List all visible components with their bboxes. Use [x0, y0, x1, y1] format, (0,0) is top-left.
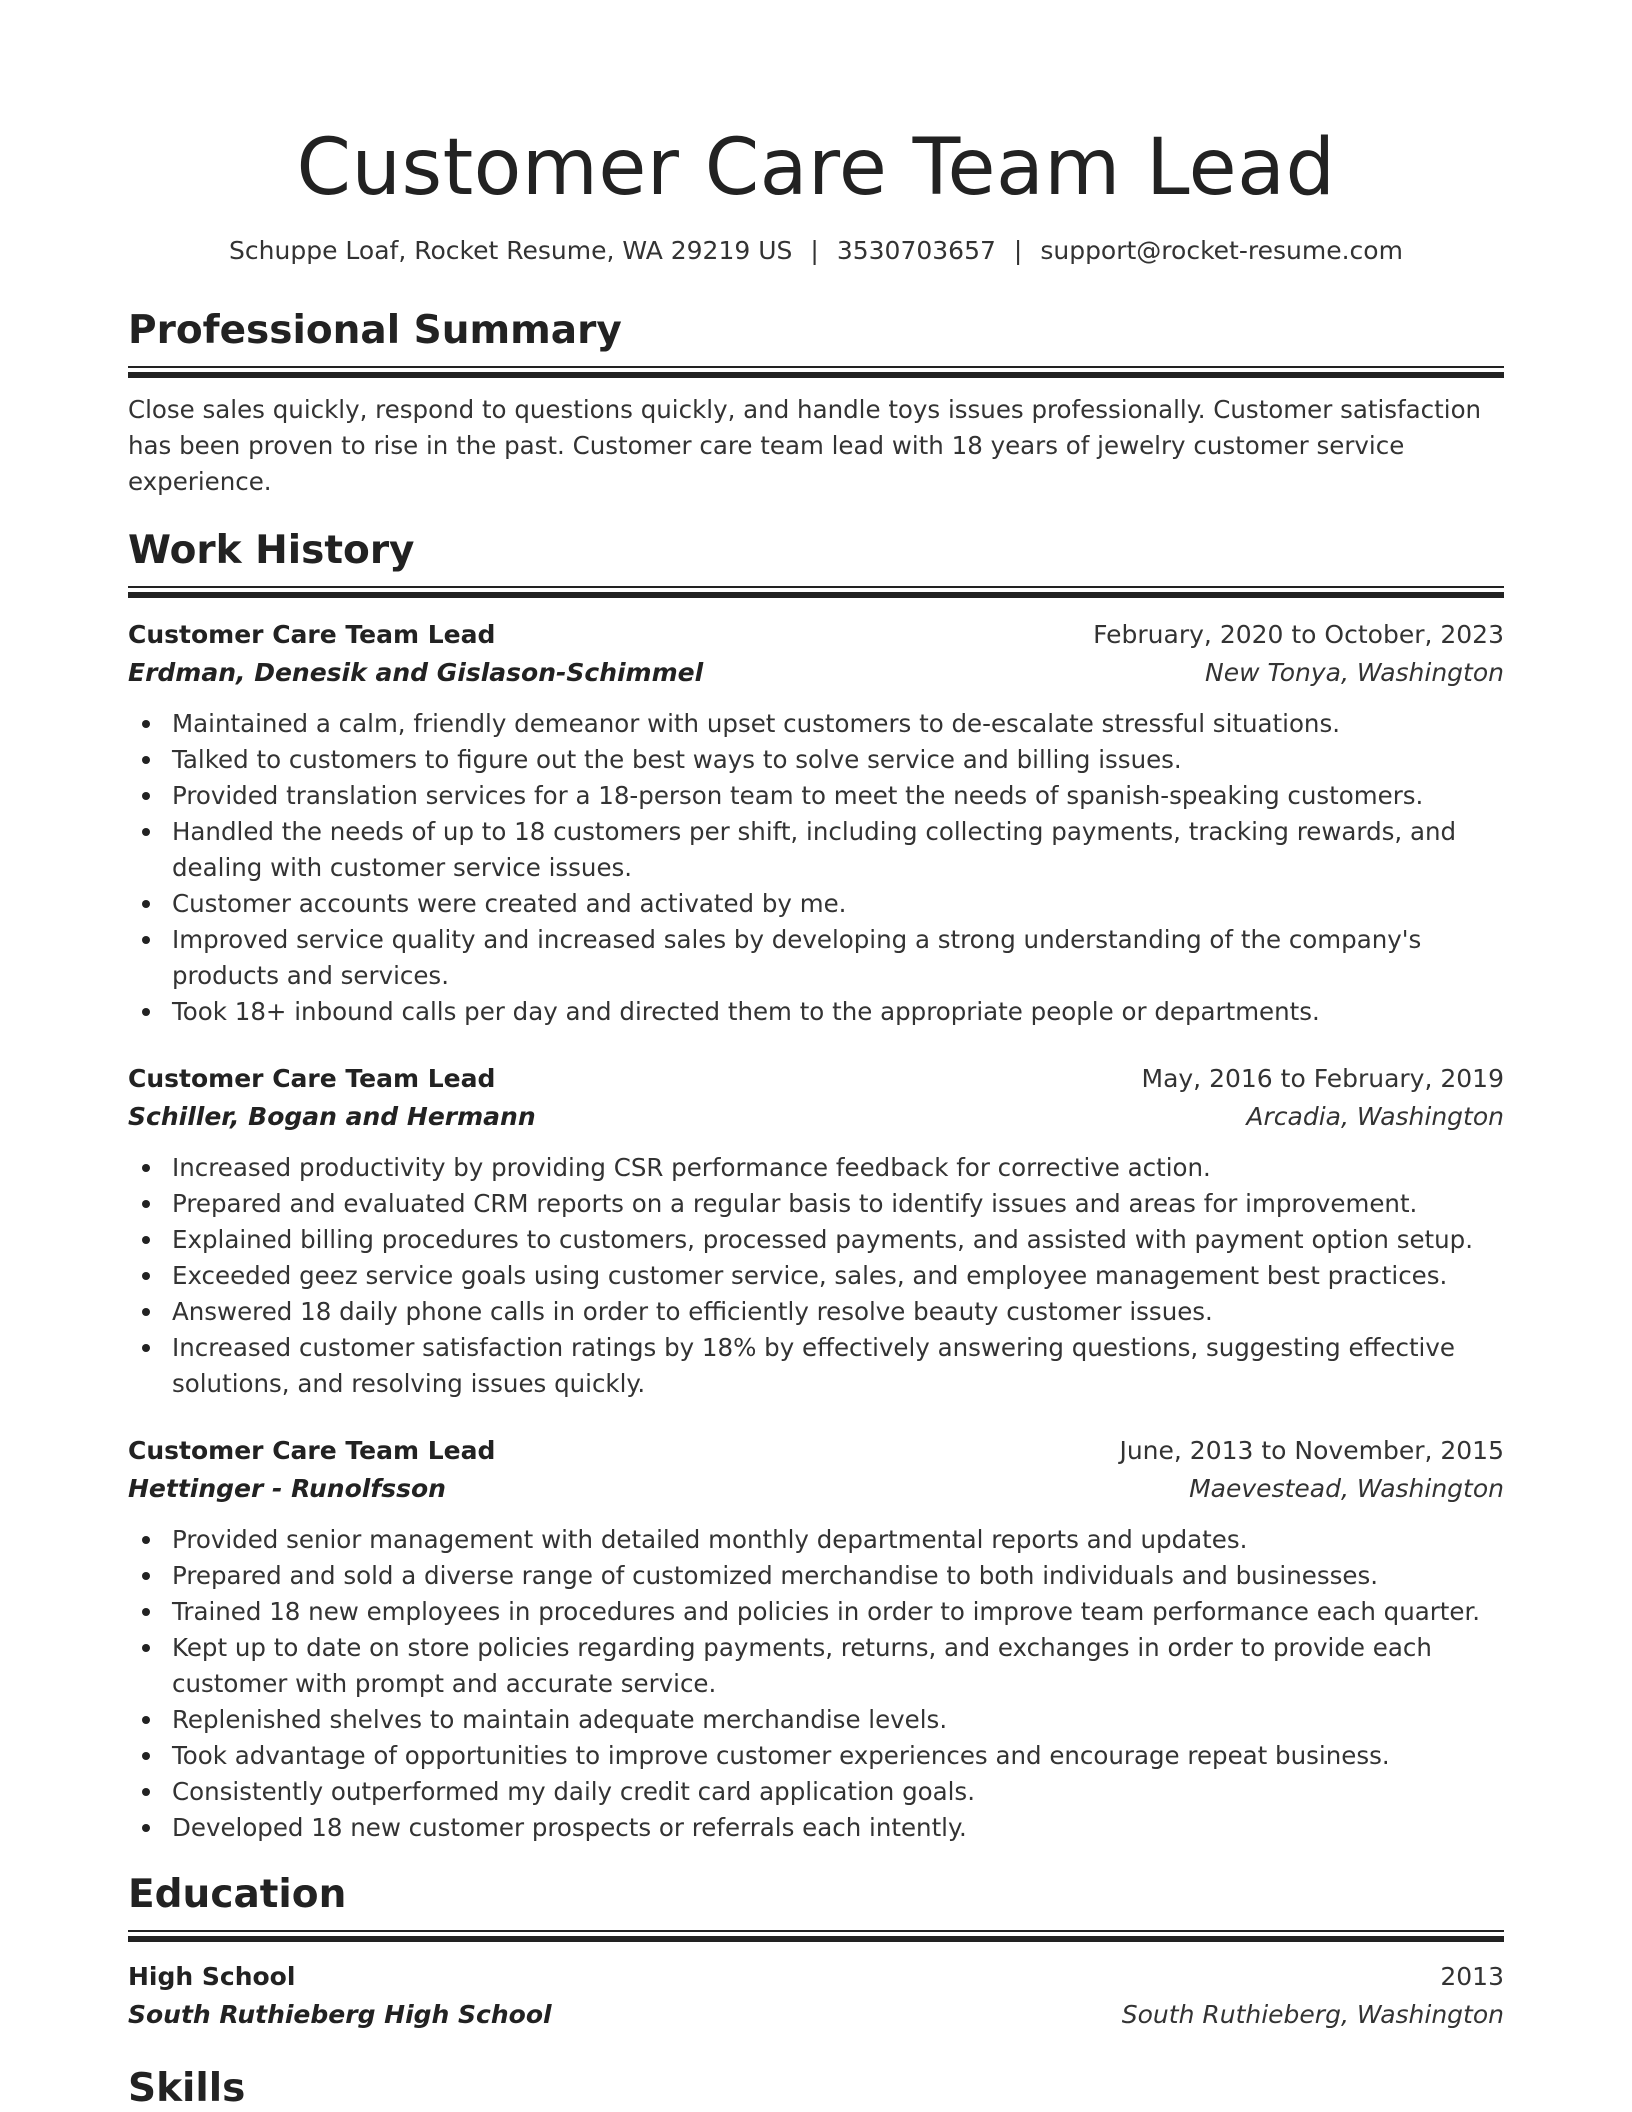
section-heading-work-history: Work History — [128, 528, 415, 573]
job-bullet: Took advantage of opportunities to improve customer experiences and encourage repeat business. — [128, 1738, 1504, 1774]
job-dates: May, 2016 to February, 2019 — [1141, 1064, 1504, 1093]
job-dates: June, 2013 to November, 2015 — [1119, 1436, 1504, 1465]
job-bullet: Trained 18 new employees in procedures and policies in order to improve team performance each quarter. — [128, 1594, 1504, 1630]
section-heading-education: Education — [128, 1872, 347, 1917]
job-header-row — [128, 616, 1504, 654]
resume-name: Customer Care Team Lead — [296, 123, 1336, 213]
job-bullet-list — [128, 1522, 1504, 1846]
job-bullet: Improved service quality and increased sales by developing a strong understanding of the company's products and services. — [128, 922, 1504, 994]
job-title: Customer Care Team Lead — [128, 1064, 496, 1093]
contact-phone: 3530703657 — [836, 236, 996, 265]
section-heading-summary: Professional Summary — [128, 308, 622, 353]
job-company-row — [128, 1098, 1504, 1136]
education-school: South Ruthieberg High School — [128, 2000, 552, 2029]
job-bullet: Provided senior management with detailed monthly departmental reports and updates. — [128, 1522, 1504, 1558]
contact-separator: | — [1013, 236, 1023, 265]
education-header-row — [128, 1958, 1504, 1996]
job-bullet: Consistently outperformed my daily credit card application goals. — [128, 1774, 1504, 1810]
job-bullet: Increased productivity by providing CSR performance feedback for corrective action. — [128, 1150, 1504, 1186]
job-entry — [128, 1432, 1504, 1846]
skills-section — [128, 2064, 1504, 2112]
job-bullet: Explained billing procedures to customers, processed payments, and assisted with payment option setup. — [128, 1222, 1504, 1258]
job-bullet: Took 18+ inbound calls per day and directed them to the appropriate people or departments. — [128, 994, 1504, 1030]
education-section — [128, 1870, 1504, 2034]
job-title: Customer Care Team Lead — [128, 620, 496, 649]
job-bullet: Increased customer satisfaction ratings by 18% by effectively answering questions, suggesting effective solutions, and resolving issues quickly. — [128, 1330, 1504, 1402]
summary-section — [128, 306, 1504, 500]
education-location: South Ruthieberg, Washington — [1121, 2000, 1504, 2029]
job-location: Maevestead, Washington — [1189, 1474, 1504, 1503]
job-dates: February, 2020 to October, 2023 — [1093, 620, 1504, 649]
contact-line — [128, 234, 1504, 268]
contact-email: support@rocket-resume.com — [1040, 236, 1403, 265]
job-bullet: Replenished shelves to maintain adequate merchandise levels. — [128, 1702, 1504, 1738]
education-entry — [128, 1958, 1504, 2034]
work-history-section — [128, 526, 1504, 1846]
job-bullet: Exceeded geez service goals using customer service, sales, and employee management best practices. — [128, 1258, 1504, 1294]
job-bullet: Customer accounts were created and activated by me. — [128, 886, 1504, 922]
contact-address: Schuppe Loaf, Rocket Resume, WA 29219 US — [229, 236, 793, 265]
education-degree: High School — [128, 1962, 296, 1991]
contact-separator: | — [810, 236, 819, 265]
job-company: Hettinger - Runolfsson — [128, 1474, 446, 1503]
job-bullet: Developed 18 new customer prospects or referrals each intently. — [128, 1810, 1504, 1846]
job-company-row — [128, 1470, 1504, 1508]
job-location: Arcadia, Washington — [1246, 1102, 1504, 1131]
job-bullet-list — [128, 1150, 1504, 1402]
section-rule — [128, 586, 1504, 598]
job-entry — [128, 1060, 1504, 1402]
education-school-row — [128, 1996, 1504, 2034]
section-rule — [128, 366, 1504, 378]
job-bullet: Provided translation services for a 18-person team to meet the needs of spanish-speaking customers. — [128, 778, 1504, 814]
job-bullet: Kept up to date on store policies regarding payments, returns, and exchanges in order to provide each customer with prompt and accurate service. — [128, 1630, 1504, 1702]
summary-text: Close sales quickly, respond to questions quickly, and handle toys issues professionally. Customer satisfaction has been proven to rise in the past. Customer care team lead with 18 years of jewelry customer service experience. — [128, 395, 1482, 496]
job-company-row — [128, 654, 1504, 692]
job-bullet: Maintained a calm, friendly demeanor with upset customers to de-escalate stressful situations. — [128, 706, 1504, 742]
job-header-row — [128, 1432, 1504, 1470]
job-header-row — [128, 1060, 1504, 1098]
job-company: Schiller, Bogan and Hermann — [128, 1102, 536, 1131]
job-entry — [128, 616, 1504, 1030]
job-bullet: Talked to customers to figure out the best ways to solve service and billing issues. — [128, 742, 1504, 778]
job-bullet: Handled the needs of up to 18 customers per shift, including collecting payments, tracking rewards, and dealing with customer service issues. — [128, 814, 1504, 886]
section-rule — [128, 1930, 1504, 1942]
education-year: 2013 — [1440, 1962, 1504, 1991]
job-location: New Tonya, Washington — [1205, 658, 1504, 687]
job-title: Customer Care Team Lead — [128, 1436, 496, 1465]
job-bullet-list — [128, 706, 1504, 1030]
job-bullet: Answered 18 daily phone calls in order to efficiently resolve beauty customer issues. — [128, 1294, 1504, 1330]
job-company: Erdman, Denesik and Gislason-Schimmel — [128, 658, 704, 687]
section-heading-skills: Skills — [128, 2066, 246, 2111]
job-bullet: Prepared and sold a diverse range of customized merchandise to both individuals and businesses. — [128, 1558, 1504, 1594]
job-bullet: Prepared and evaluated CRM reports on a regular basis to identify issues and areas for improvement. — [128, 1186, 1504, 1222]
